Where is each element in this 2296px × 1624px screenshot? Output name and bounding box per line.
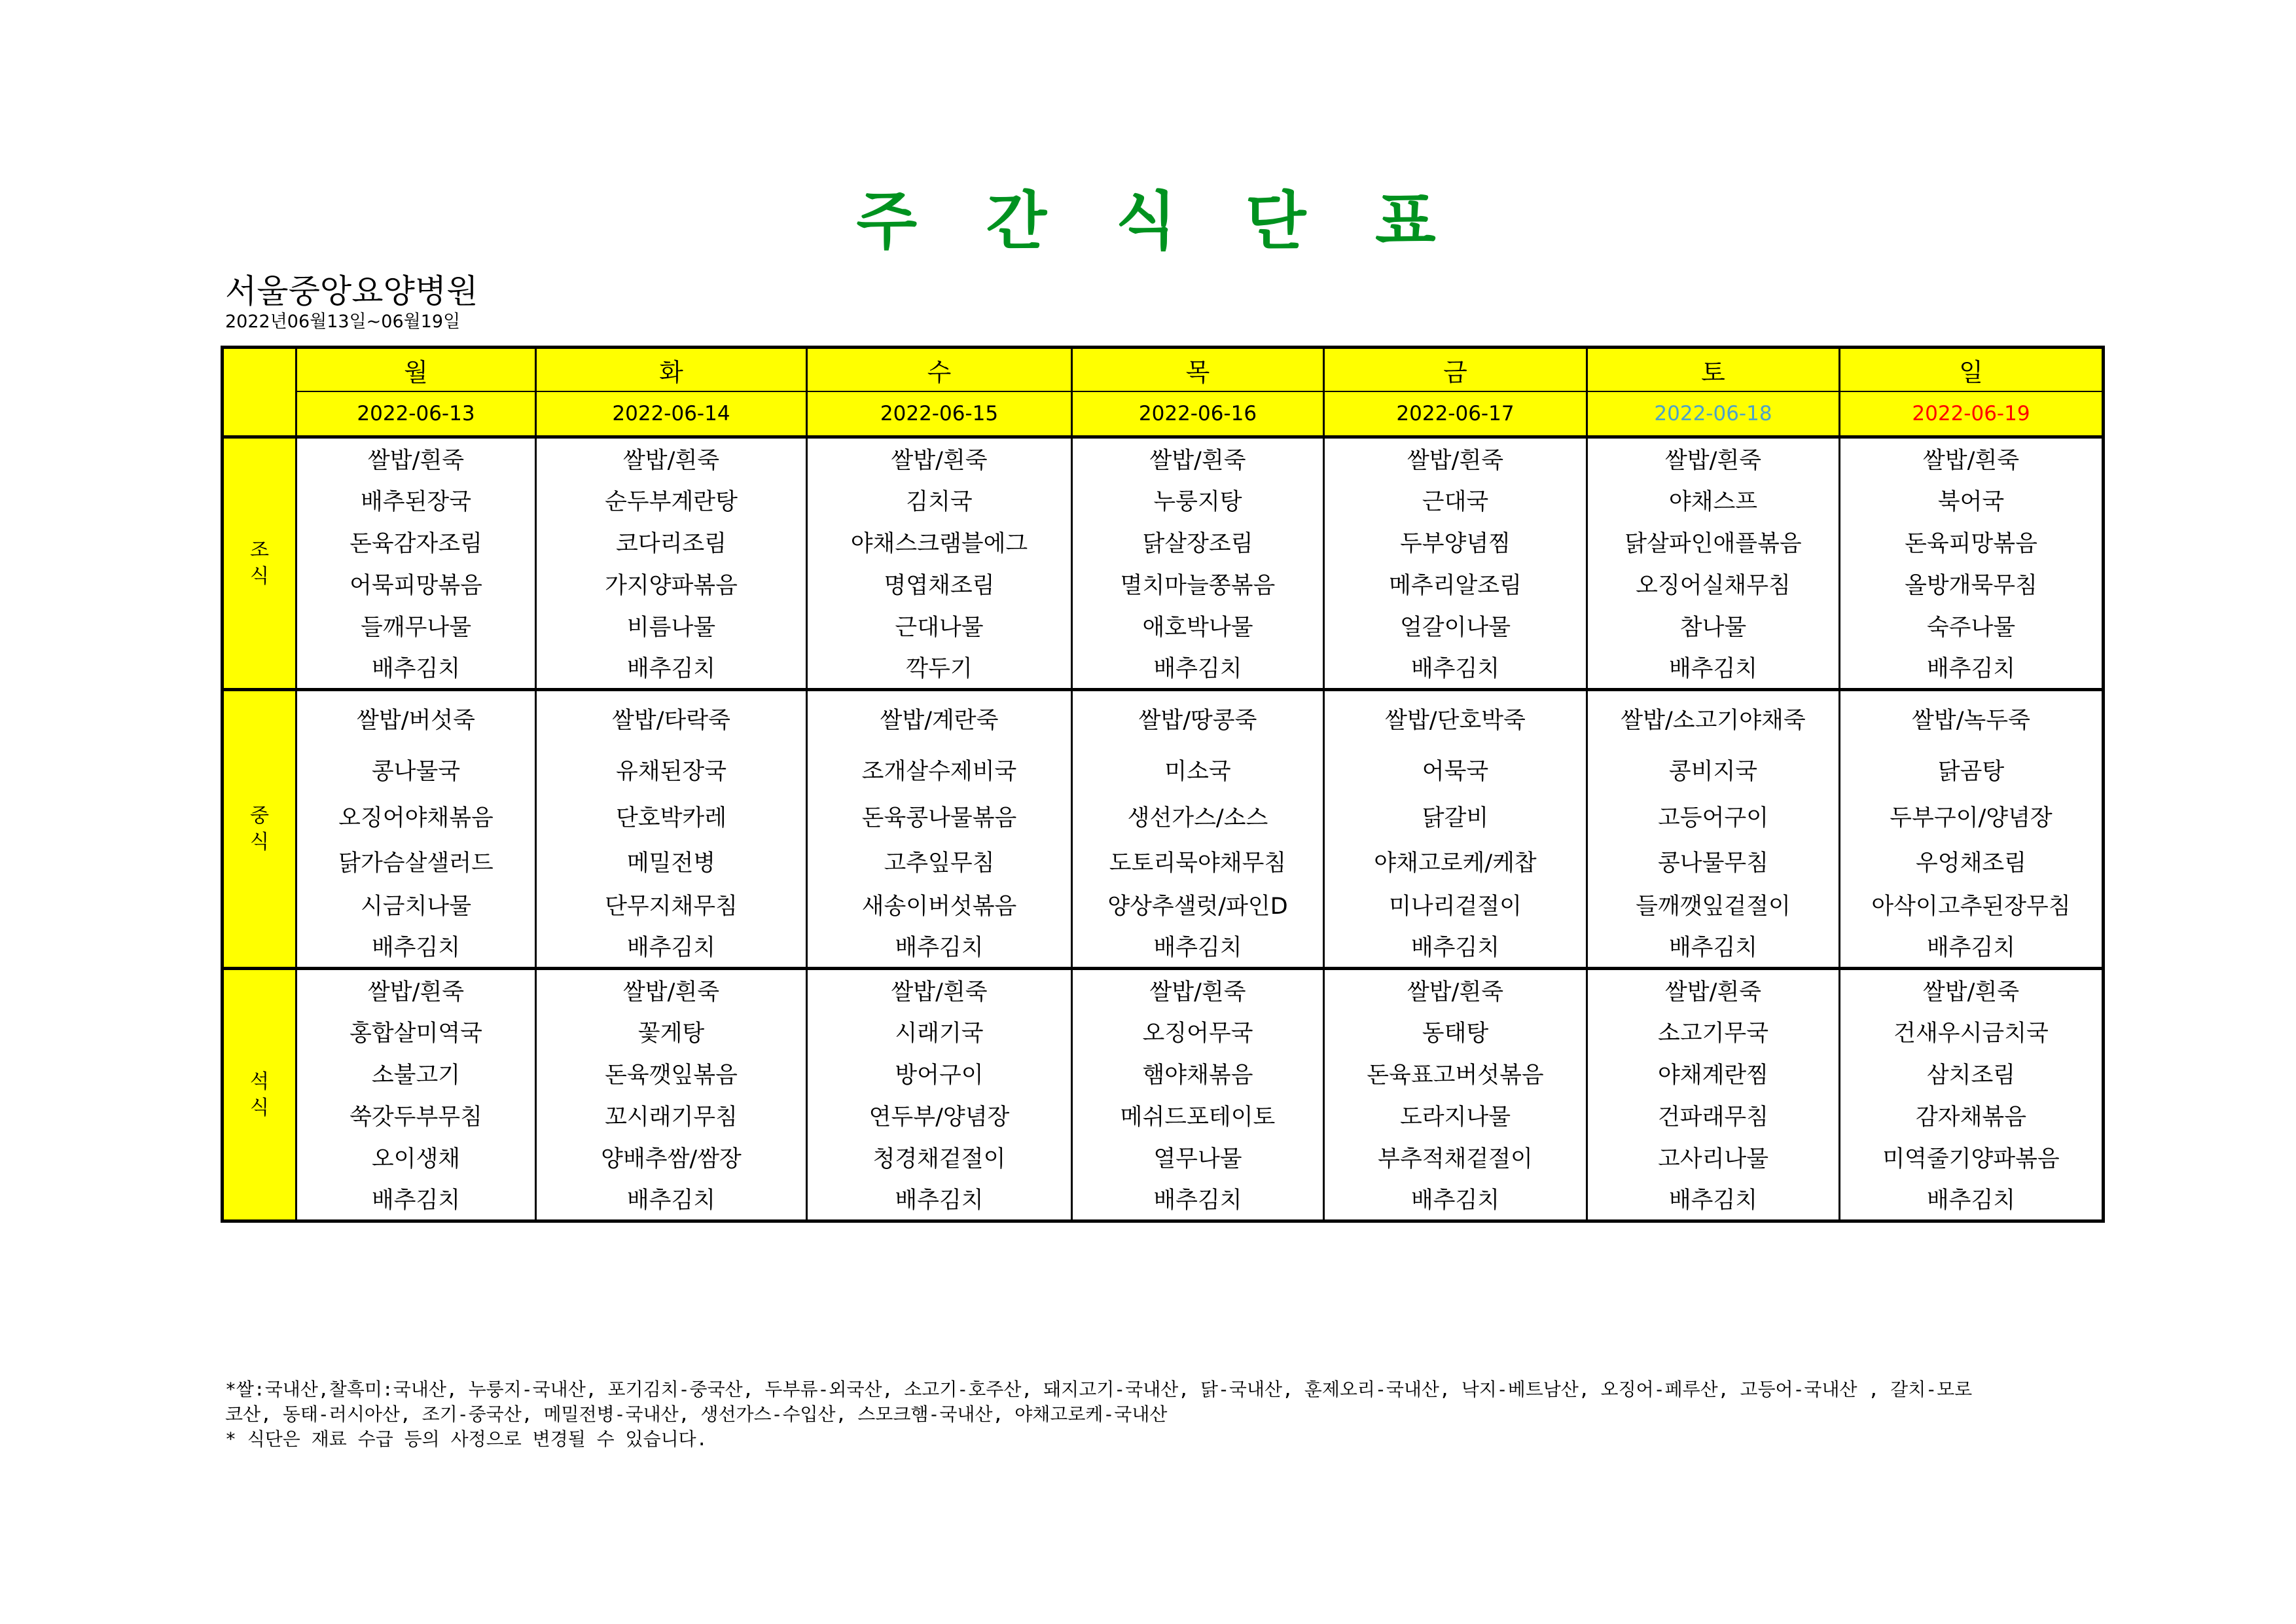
- lunch-item-mon: 쌀밥/버섯죽: [296, 690, 536, 746]
- dinner-item-mon: 홍합살미역국: [296, 1011, 536, 1053]
- breakfast-item-fri: 쌀밥/흰죽: [1324, 437, 1587, 479]
- dinner-item-sat: 소고기무국: [1587, 1011, 1840, 1053]
- lunch-item-thu: 미소국: [1072, 746, 1324, 793]
- dinner-item-mon: 쌀밥/흰죽: [296, 969, 536, 1011]
- date-sun: 2022-06-19: [1840, 391, 2104, 437]
- dinner-item-sun: 미역줄기양파볶음: [1840, 1136, 2104, 1178]
- dinner-item-sun: 감자채볶음: [1840, 1094, 2104, 1136]
- day-header-wed: 수: [807, 348, 1072, 392]
- lunch-item-sat: 들깨깻잎겉절이: [1587, 884, 1840, 926]
- dinner-item-wed: 배추김치: [807, 1178, 1072, 1221]
- breakfast-item-thu: 닭살장조림: [1072, 521, 1324, 563]
- day-header-tue: 화: [536, 348, 807, 392]
- lunch-item-sun: 두부구이/양념장: [1840, 793, 2104, 839]
- day-header-mon: 월: [296, 348, 536, 392]
- date-wed: 2022-06-15: [807, 391, 1072, 437]
- breakfast-item-sat: 오징어실채무침: [1587, 563, 1840, 605]
- dinner-item-mon: 소불고기: [296, 1053, 536, 1094]
- lunch-item-wed: 배추김치: [807, 926, 1072, 969]
- lunch-item-tue: 배추김치: [536, 926, 807, 969]
- breakfast-item-sun: 배추김치: [1840, 647, 2104, 690]
- breakfast-item-sat: 야채스프: [1587, 479, 1840, 521]
- breakfast-item-fri: 얼갈이나물: [1324, 605, 1587, 647]
- lunch-item-wed: 쌀밥/계란죽: [807, 690, 1072, 746]
- date-mon: 2022-06-13: [296, 391, 536, 437]
- lunch-row: [223, 746, 2104, 793]
- meal-label-char: 식: [250, 830, 269, 854]
- page-title: 주 간 식 단 표: [856, 185, 1440, 258]
- lunch-row: [223, 884, 2104, 926]
- menu-body: [223, 437, 2104, 1221]
- breakfast-row: [223, 647, 2104, 690]
- lunch-item-mon: 콩나물국: [296, 746, 536, 793]
- dinner-item-tue: 배추김치: [536, 1178, 807, 1221]
- dinner-item-fri: 부추적채겉절이: [1324, 1136, 1587, 1178]
- dinner-item-mon: 오이생채: [296, 1136, 536, 1178]
- dinner-item-mon: 배추김치: [296, 1178, 536, 1221]
- lunch-item-sat: 콩나물무침: [1587, 839, 1840, 884]
- meal-label-char: 석: [250, 1070, 269, 1093]
- date-header-row: [223, 391, 2104, 437]
- breakfast-item-thu: 멸치마늘쫑볶음: [1072, 563, 1324, 605]
- dinner-item-tue: 양배추쌈/쌈장: [536, 1136, 807, 1178]
- breakfast-item-sat: 닭살파인애플볶음: [1587, 521, 1840, 563]
- breakfast-item-tue: 가지양파볶음: [536, 563, 807, 605]
- breakfast-item-thu: 애호박나물: [1072, 605, 1324, 647]
- breakfast-item-fri: 근대국: [1324, 479, 1587, 521]
- breakfast-row: [223, 605, 2104, 647]
- dinner-row: [223, 1053, 2104, 1094]
- lunch-item-tue: 유채된장국: [536, 746, 807, 793]
- dinner-item-wed: 방어구이: [807, 1053, 1072, 1094]
- dinner-item-wed: 시래기국: [807, 1011, 1072, 1053]
- dinner-item-wed: 연두부/양념장: [807, 1094, 1072, 1136]
- change-notice: * 식단은 재료 수급 등의 사정으로 변경될 수 있습니다.: [225, 1428, 708, 1450]
- dinner-row: [223, 969, 2104, 1011]
- notes: [225, 1377, 2110, 1452]
- lunch-item-mon: 닭가슴살샐러드: [296, 839, 536, 884]
- lunch-item-sat: 콩비지국: [1587, 746, 1840, 793]
- breakfast-item-sun: 숙주나물: [1840, 605, 2104, 647]
- dinner-item-fri: 돈육표고버섯볶음: [1324, 1053, 1587, 1094]
- lunch-item-sun: 쌀밥/녹두죽: [1840, 690, 2104, 746]
- dinner-item-sat: 건파래무침: [1587, 1094, 1840, 1136]
- dinner-item-sat: 야채계란찜: [1587, 1053, 1840, 1094]
- lunch-item-sun: 닭곰탕: [1840, 746, 2104, 793]
- dinner-item-sat: 쌀밥/흰죽: [1587, 969, 1840, 1011]
- dinner-row: [223, 1136, 2104, 1178]
- lunch-label: [223, 690, 296, 969]
- dinner-item-sun: 건새우시금치국: [1840, 1011, 2104, 1053]
- day-header-row: [223, 348, 2104, 392]
- breakfast-item-fri: 배추김치: [1324, 647, 1587, 690]
- lunch-item-mon: 시금치나물: [296, 884, 536, 926]
- lunch-item-fri: 미나리겉절이: [1324, 884, 1587, 926]
- dinner-item-tue: 꼬시래기무침: [536, 1094, 807, 1136]
- lunch-item-thu: 양상추샐럿/파인D: [1072, 884, 1324, 926]
- dinner-row: [223, 1011, 2104, 1053]
- breakfast-item-wed: 근대나물: [807, 605, 1072, 647]
- date-tue: 2022-06-14: [536, 391, 807, 437]
- breakfast-item-fri: 메추리알조림: [1324, 563, 1587, 605]
- dinner-row: [223, 1094, 2104, 1136]
- breakfast-row: [223, 479, 2104, 521]
- breakfast-item-wed: 야채스크램블에그: [807, 521, 1072, 563]
- lunch-item-tue: 메밀전병: [536, 839, 807, 884]
- meal-label-char: 식: [250, 1096, 269, 1119]
- dinner-label: [223, 969, 296, 1221]
- breakfast-item-tue: 배추김치: [536, 647, 807, 690]
- dinner-item-thu: 햄야채볶음: [1072, 1053, 1324, 1094]
- breakfast-item-sat: 참나물: [1587, 605, 1840, 647]
- dinner-item-thu: 배추김치: [1072, 1178, 1324, 1221]
- dinner-item-sat: 배추김치: [1587, 1178, 1840, 1221]
- lunch-item-sat: 쌀밥/소고기야채죽: [1587, 690, 1840, 746]
- breakfast-item-thu: 배추김치: [1072, 647, 1324, 690]
- lunch-item-wed: 조개살수제비국: [807, 746, 1072, 793]
- meal-label-char: 식: [250, 564, 269, 588]
- breakfast-item-wed: 쌀밥/흰죽: [807, 437, 1072, 479]
- dinner-item-thu: 열무나물: [1072, 1136, 1324, 1178]
- breakfast-item-mon: 들깨무나물: [296, 605, 536, 647]
- lunch-item-fri: 배추김치: [1324, 926, 1587, 969]
- lunch-item-tue: 단무지채무침: [536, 884, 807, 926]
- day-header-fri: 금: [1324, 348, 1587, 392]
- breakfast-item-tue: 코다리조림: [536, 521, 807, 563]
- breakfast-item-wed: 명엽채조림: [807, 563, 1072, 605]
- lunch-row: [223, 926, 2104, 969]
- breakfast-label: [223, 437, 296, 690]
- dinner-item-fri: 도라지나물: [1324, 1094, 1587, 1136]
- day-header-thu: 목: [1072, 348, 1324, 392]
- lunch-item-fri: 어묵국: [1324, 746, 1587, 793]
- origin-note-line: *쌀:국내산,찰흑미:국내산, 누룽지-국내산, 포기김치-중국산, 두부류-외국산, 소고기-호주산, 돼지고기-국내산, 닭-국내산, 훈제오리-국내산, 낙지-베트남산, 오징어-페루산, 고등어-국내산 , 갈치-모로: [225, 1379, 1973, 1400]
- breakfast-item-thu: 쌀밥/흰죽: [1072, 437, 1324, 479]
- breakfast-item-sun: 돈육피망볶음: [1840, 521, 2104, 563]
- dinner-item-tue: 쌀밥/흰죽: [536, 969, 807, 1011]
- breakfast-item-sun: 쌀밥/흰죽: [1840, 437, 2104, 479]
- weekly-menu-table: [221, 346, 2105, 1223]
- dinner-item-thu: 오징어무국: [1072, 1011, 1324, 1053]
- lunch-item-fri: 야채고로케/케찹: [1324, 839, 1587, 884]
- menu-period: 2022년06월13일~06월19일: [225, 312, 461, 332]
- date-thu: 2022-06-16: [1072, 391, 1324, 437]
- dinner-item-thu: 메쉬드포테이토: [1072, 1094, 1324, 1136]
- lunch-row: [223, 839, 2104, 884]
- lunch-item-sat: 배추김치: [1587, 926, 1840, 969]
- breakfast-item-wed: 깍두기: [807, 647, 1072, 690]
- breakfast-item-mon: 어묵피망볶음: [296, 563, 536, 605]
- dinner-item-tue: 꽃게탕: [536, 1011, 807, 1053]
- lunch-item-wed: 새송이버섯볶음: [807, 884, 1072, 926]
- breakfast-item-sat: 쌀밥/흰죽: [1587, 437, 1840, 479]
- lunch-item-tue: 단호박카레: [536, 793, 807, 839]
- lunch-item-thu: 쌀밥/땅콩죽: [1072, 690, 1324, 746]
- lunch-item-thu: 생선가스/소스: [1072, 793, 1324, 839]
- lunch-item-mon: 오징어야채볶음: [296, 793, 536, 839]
- day-header-sat: 토: [1587, 348, 1840, 392]
- lunch-item-thu: 배추김치: [1072, 926, 1324, 969]
- breakfast-item-tue: 순두부계란탕: [536, 479, 807, 521]
- breakfast-item-mon: 돈육감자조림: [296, 521, 536, 563]
- lunch-item-tue: 쌀밥/타락죽: [536, 690, 807, 746]
- lunch-row: [223, 793, 2104, 839]
- dinner-item-sun: 쌀밥/흰죽: [1840, 969, 2104, 1011]
- dinner-item-fri: 동태탕: [1324, 1011, 1587, 1053]
- hospital-name: 서울중앙요양병원: [225, 272, 478, 310]
- dinner-item-sun: 배추김치: [1840, 1178, 2104, 1221]
- lunch-item-mon: 배추김치: [296, 926, 536, 969]
- dinner-item-mon: 쑥갓두부무침: [296, 1094, 536, 1136]
- breakfast-item-sat: 배추김치: [1587, 647, 1840, 690]
- dinner-item-wed: 청경채겉절이: [807, 1136, 1072, 1178]
- lunch-item-sun: 우엉채조림: [1840, 839, 2104, 884]
- dinner-item-fri: 쌀밥/흰죽: [1324, 969, 1587, 1011]
- lunch-item-thu: 도토리묵야채무침: [1072, 839, 1324, 884]
- breakfast-item-sun: 북어국: [1840, 479, 2104, 521]
- breakfast-row: [223, 437, 2104, 479]
- date-fri: 2022-06-17: [1324, 391, 1587, 437]
- breakfast-row: [223, 521, 2104, 563]
- breakfast-item-tue: 비름나물: [536, 605, 807, 647]
- breakfast-item-wed: 김치국: [807, 479, 1072, 521]
- dinner-item-fri: 배추김치: [1324, 1178, 1587, 1221]
- dinner-item-wed: 쌀밥/흰죽: [807, 969, 1072, 1011]
- lunch-item-fri: 쌀밥/단호박죽: [1324, 690, 1587, 746]
- breakfast-item-tue: 쌀밥/흰죽: [536, 437, 807, 479]
- origin-note-line: 코산, 동태-러시아산, 조기-중국산, 메밀전병-국내산, 생선가스-수입산, 스모크햄-국내산, 야채고로케-국내산: [225, 1403, 1168, 1425]
- meal-label-char: 조: [250, 538, 269, 562]
- dinner-row: [223, 1178, 2104, 1221]
- breakfast-item-fri: 두부양념찜: [1324, 521, 1587, 563]
- date-sat: 2022-06-18: [1587, 391, 1840, 437]
- meal-label-char: 중: [250, 804, 269, 827]
- day-header-sun: 일: [1840, 348, 2104, 392]
- lunch-item-wed: 고추잎무침: [807, 839, 1072, 884]
- corner-cell: [223, 348, 296, 437]
- breakfast-item-thu: 누룽지탕: [1072, 479, 1324, 521]
- lunch-item-sat: 고등어구이: [1587, 793, 1840, 839]
- lunch-item-wed: 돈육콩나물볶음: [807, 793, 1072, 839]
- dinner-item-sun: 삼치조림: [1840, 1053, 2104, 1094]
- dinner-item-thu: 쌀밥/흰죽: [1072, 969, 1324, 1011]
- breakfast-row: [223, 563, 2104, 605]
- lunch-item-sun: 배추김치: [1840, 926, 2104, 969]
- breakfast-item-mon: 배추김치: [296, 647, 536, 690]
- dinner-item-tue: 돈육깻잎볶음: [536, 1053, 807, 1094]
- breakfast-item-mon: 쌀밥/흰죽: [296, 437, 536, 479]
- lunch-item-sun: 아삭이고추된장무침: [1840, 884, 2104, 926]
- breakfast-item-sun: 올방개묵무침: [1840, 563, 2104, 605]
- lunch-row: [223, 690, 2104, 746]
- breakfast-item-mon: 배추된장국: [296, 479, 536, 521]
- dinner-item-sat: 고사리나물: [1587, 1136, 1840, 1178]
- lunch-item-fri: 닭갈비: [1324, 793, 1587, 839]
